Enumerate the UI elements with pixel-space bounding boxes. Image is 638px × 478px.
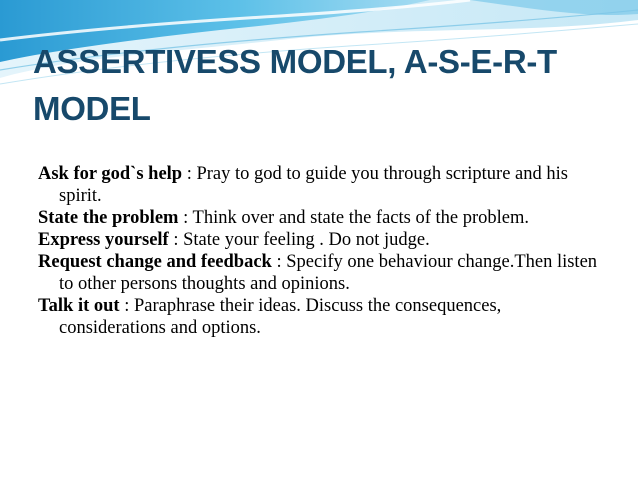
item-separator: : [182, 164, 197, 184]
item-text: Pray to god to guide you through scripture and his spirit. [59, 164, 568, 206]
list-item-state [38, 207, 603, 229]
item-term: Express yourself [38, 230, 169, 250]
item-term: Talk it out [38, 296, 120, 316]
item-term: Request change and feedback [38, 252, 272, 272]
item-separator: : [178, 208, 193, 228]
item-text: Specify one behaviour change.Then listen to other persons thoughts and opinions. [59, 252, 598, 294]
item-text: Think over and state the facts of the problem. [192, 208, 530, 228]
item-term: State the problem [38, 208, 179, 228]
list-item-ask [38, 163, 603, 207]
assert-model-list [38, 163, 603, 339]
item-text: State your feeling . Do not judge. [183, 230, 430, 250]
slide-title: ASSERTIVESS MODEL, A-S-E-R-T MODEL [33, 43, 557, 127]
item-separator: : [119, 296, 134, 316]
item-term: Ask for god`s help [38, 164, 183, 184]
list-item-request [38, 251, 603, 295]
item-separator: : [168, 230, 184, 250]
list-item-express [38, 229, 603, 251]
item-separator: : [271, 252, 287, 272]
list-item-talk [38, 295, 603, 339]
item-text: Paraphrase their ideas. Discuss the consequences, considerations and options. [59, 296, 502, 338]
